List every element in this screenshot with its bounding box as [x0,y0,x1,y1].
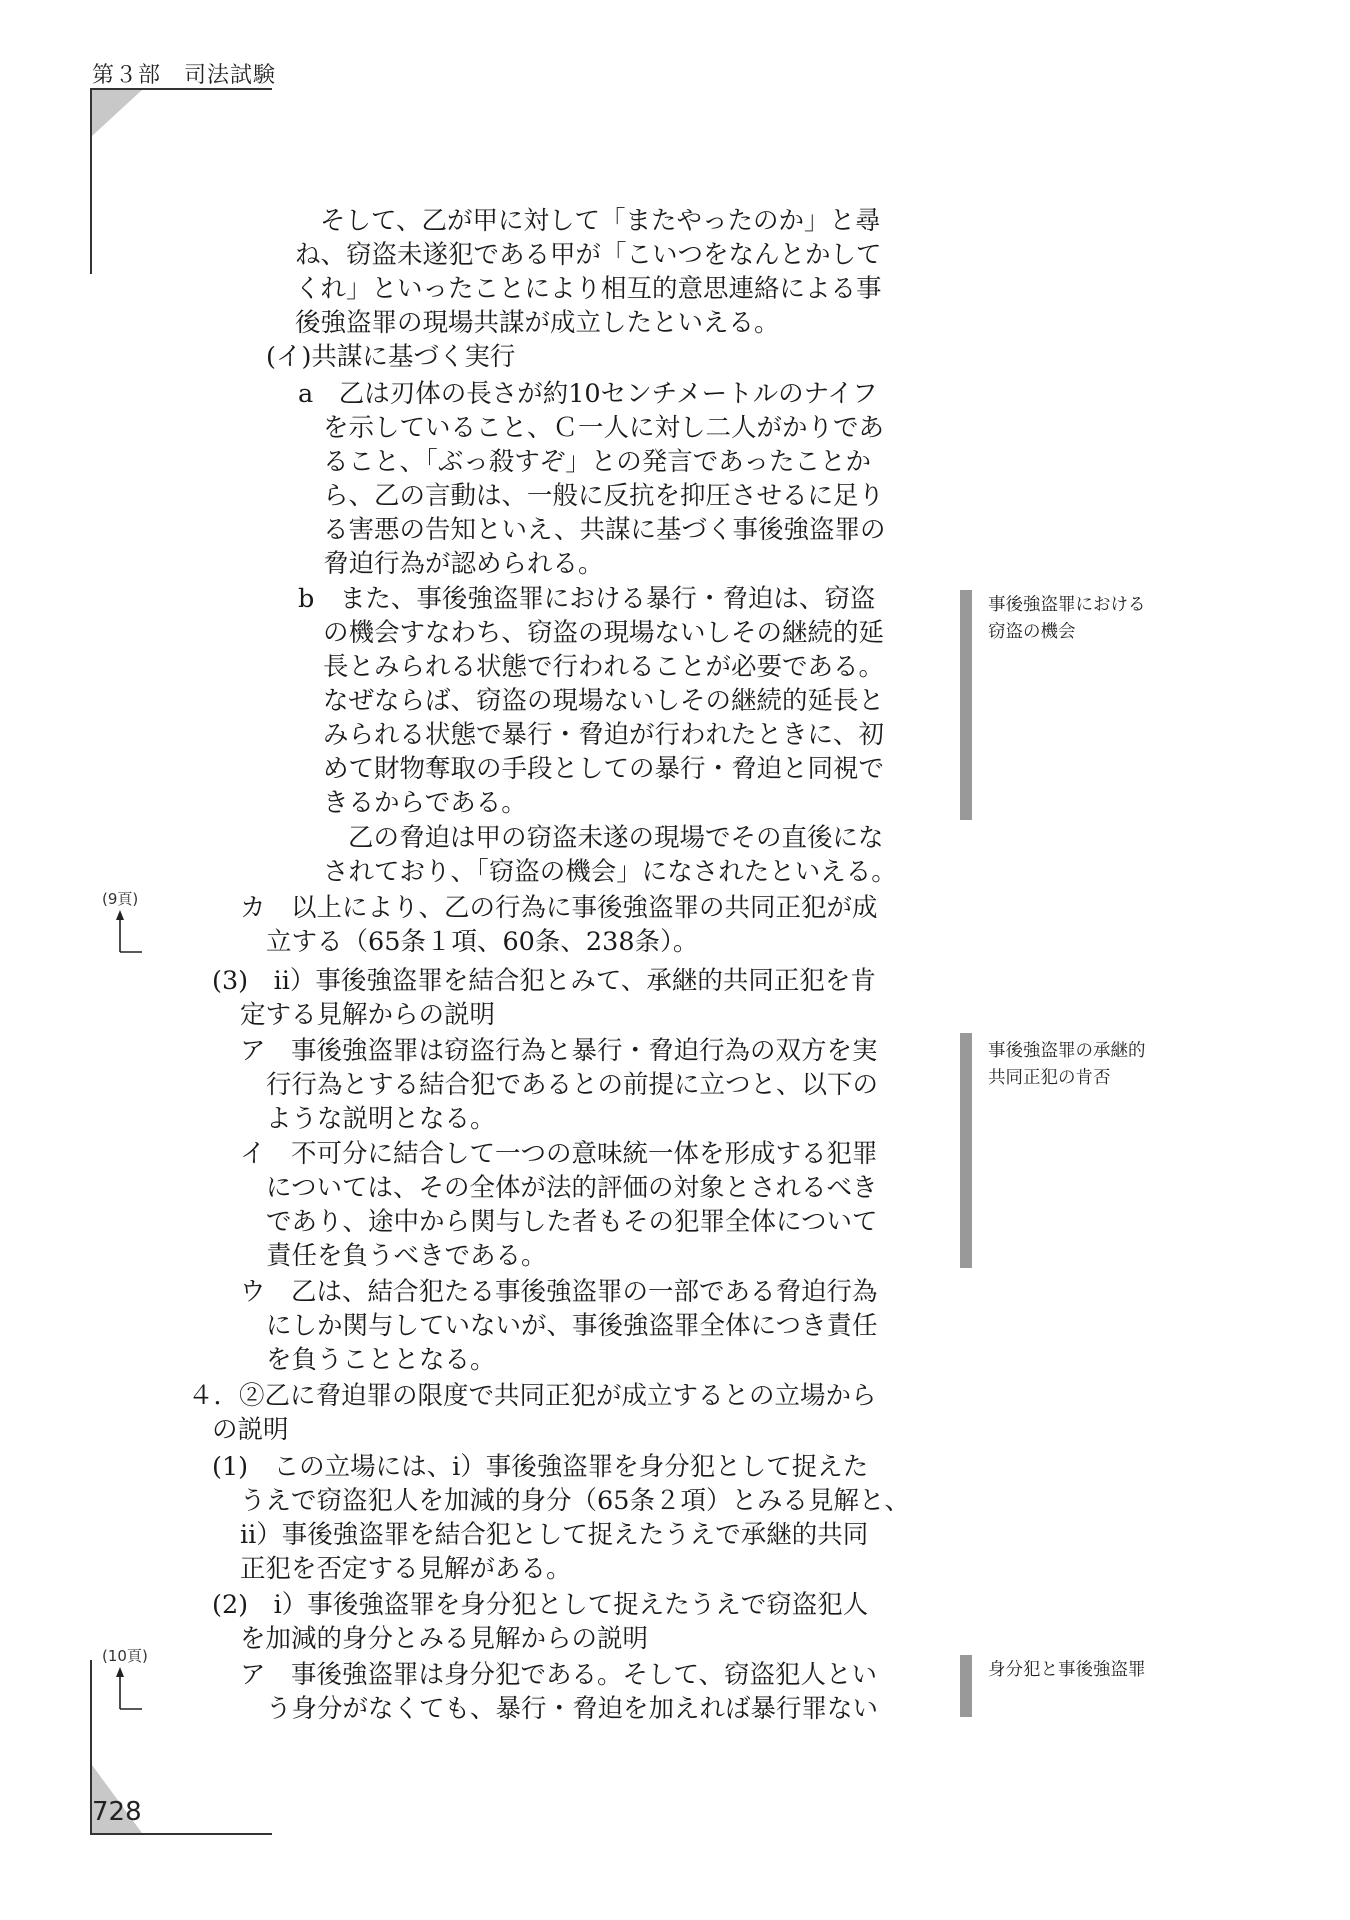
body-line: されており、「窃盗の機会」になされたといえる。 [323,857,897,887]
body-line: うえで窃盗犯人を加減的身分（65条２項）とみる見解と、 [240,1486,910,1516]
margin-note-line: 窃盗の機会 [988,622,1076,642]
body-line: ること、「ぶっ殺すぞ」との発言であったことか [323,447,871,477]
body-line: そして、乙が甲に対して「またやったのか」と尋 [320,206,881,236]
margin-note-line: 身分犯と事後強盗罪 [988,1660,1146,1680]
margin-bar [960,1655,972,1717]
body-line: ような説明となる。 [266,1104,496,1134]
body-line: 正犯を否定する見解がある。 [240,1554,572,1584]
top-corner-triangle [92,90,142,136]
body-line: 脅迫行為が認められる。 [323,549,604,579]
body-line: 立する（65条１項、60条、238条）。 [266,927,699,957]
body-line: 定する見解からの説明 [240,1000,496,1030]
body-line: (3) ⅱ）事後強盗罪を結合犯とみて、承継的共同正犯を肯 [212,966,876,996]
body-line: (イ)共謀に基づく実行 [266,342,516,372]
body-line: ４．②乙に脅迫罪の限度で共同正犯が成立するとの立場から [188,1381,877,1411]
body-line: ア 事後強盗罪は身分犯である。そして、窃盗犯人とい [240,1660,877,1690]
body-line: ね、窃盗未遂犯である甲が「こいつをなんとかして [295,240,882,270]
body-line: みられる状態で暴行・脅迫が行われたときに、初 [323,720,885,750]
body-line: を負うこととなる。 [266,1345,496,1375]
body-line: の機会すなわち、窃盗の現場ないしその継続的延 [323,618,885,648]
up-arrow-icon [116,908,146,954]
footer-rule [92,1833,272,1835]
page-ref-label: (9頁) [102,890,139,908]
margin-note-line: 事後強盗罪の承継的 [988,1041,1146,1061]
body-line: 乙の脅迫は甲の窃盗未遂の現場でその直後にな [348,823,884,853]
margin-note [988,592,1146,646]
body-line: 後強盗罪の現場共謀が成立したといえる。 [295,308,780,338]
margin-bar [960,1033,972,1268]
body-line: ⅱ）事後強盗罪を結合犯として捉えたうえで承継的共同 [240,1520,869,1550]
body-line: めて財物奪取の手段としての暴行・脅迫と同視で [323,754,885,784]
body-line: くれ」といったことにより相互的意思連絡による事 [295,274,882,304]
body-line: ら、乙の言動は、一般に反抗を抑圧させるに足り [323,481,885,511]
page-ref-marker [102,888,162,958]
body-line: う身分がなくても、暴行・脅迫を加えれば暴行罪ない [266,1694,879,1724]
page-ref-marker [102,1645,162,1715]
page-number: 728 [92,1797,142,1827]
chapter-header: 第３部 司法試験 [92,63,277,88]
body-line: きるからである。 [323,788,527,818]
body-line: にしか関与していないが、事後強盗罪全体につき責任 [266,1311,878,1341]
body-line: を示していること、Ｃ一人に対し二人がかりであ [323,413,885,443]
body-line: イ 不可分に結合して一つの意味統一体を形成する犯罪 [240,1139,878,1169]
up-arrow-icon [116,1665,146,1711]
body-line: る害悪の告知といえ、共謀に基づく事後強盗罪の [323,515,886,545]
body-line: (1) この立場には、ⅰ）事後強盗罪を身分犯として捉えた [212,1452,869,1482]
body-line: であり、途中から関与した者もその犯罪全体について [266,1207,878,1237]
body-line: を加減的身分とみる見解からの説明 [240,1624,649,1654]
body-line: については、その全体が法的評価の対象とされるべき [266,1173,878,1203]
body-line: カ 以上により、乙の行為に事後強盗罪の共同正犯が成 [240,893,878,923]
margin-note [988,1657,1146,1684]
body-line: の説明 [212,1415,289,1445]
body-line: a 乙は刃体の長さが約10センチメートルのナイフ [298,379,878,409]
body-line: 長とみられる状態で行われることが必要である。 [323,652,885,682]
body-line: ウ 乙は、結合犯たる事後強盗罪の一部である脅迫行為 [240,1277,878,1307]
body-line: なぜならば、窃盗の現場ないしその継続的延長と [323,686,885,716]
margin-note-line: 事後強盗罪における [988,595,1146,615]
margin-note-line: 共同正犯の肯否 [988,1068,1111,1088]
body-line: 責任を負うべきである。 [266,1241,547,1271]
body-line: b また、事後強盗罪における暴行・脅迫は、窃盗 [298,584,876,614]
margin-bar [960,590,972,820]
page-ref-label: (10頁) [102,1647,148,1665]
body-line: 行行為とする結合犯であるとの前提に立つと、以下の [266,1070,879,1100]
body-line: ア 事後強盗罪は窃盗行為と暴行・脅迫行為の双方を実 [240,1036,878,1066]
body-line: (2) ⅰ）事後強盗罪を身分犯として捉えたうえで窃盗犯人 [212,1590,869,1620]
margin-note [988,1038,1146,1092]
